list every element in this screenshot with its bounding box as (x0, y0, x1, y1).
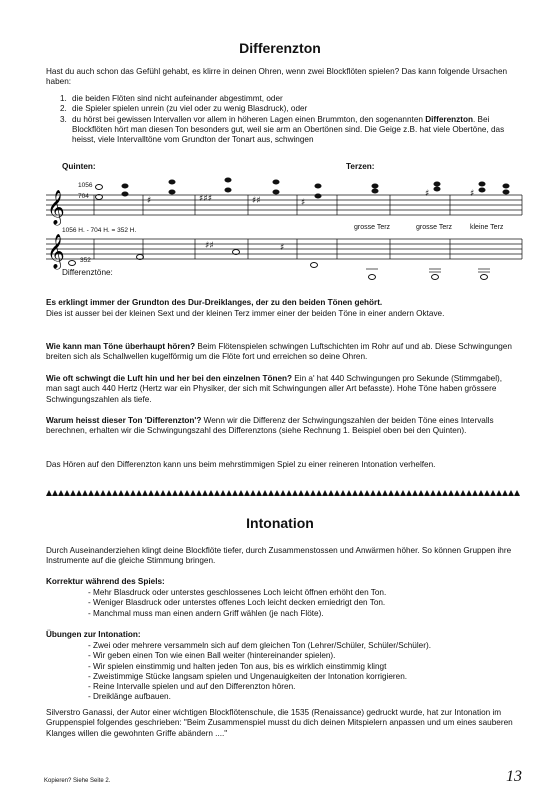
hz-1056-label: 1056 (78, 182, 93, 189)
list-item: - Mehr Blasdruck oder unterstes geschlossenes Loch leicht öffnen erhöht den Ton. (88, 588, 387, 597)
treble-clef-icon: 𝄞 (47, 190, 65, 225)
list-item: - Weniger Blasdruck oder unterstes offenes Loch leicht decken erniedrigt den Ton. (88, 598, 386, 608)
qa-paragraph: Warum heisst dieser Ton 'Differenzton'? Wenn wir die Differenz der Schwingungszahlen der beiden Töne eines Intervalls berechnen, erhalten wir die Schwingungszahl des Differenztons (siehe Rechnung 1. Beispiel oben bei den Quinten). (46, 416, 494, 436)
intonation-intro: Durch Auseinanderziehen klingt deine Blockflöte tiefer, durch Zusammenstossen und Anwärmen höher. So können Gruppen ihre Instrumente auf die gleiche Stimmung bringen. (46, 546, 512, 566)
list-item: - Wir geben einen Ton wie einen Ball weiter (hintereinander spielen). (88, 651, 336, 661)
hz-352-label: 352 (80, 257, 91, 264)
terzen-label: Terzen: (346, 162, 375, 171)
list-item: - Zwei oder mehrere versammeln sich auf dem gleichen Ton (Lehrer/Schüler, Schüler/Schüler). (88, 641, 431, 650)
section-divider (46, 490, 520, 496)
ganassi-quote: Silverstro Ganassi, der Autor einer wichtigen Blockflötenschule, die 1535 (Renaissance) gedruckt wurde, hat zur Intonation im Gruppenspiel folgendes geschrieben: "Beim Zusammenspiel musst du dich deinen Mitspielern anpassen und um eines sauberen Klanges willen die gewohnten Griffe abändern ...." (46, 708, 513, 738)
quinten-label: Quinten: (62, 162, 96, 171)
list-item: 2. die Spieler spielen unrein (zu viel oder zu wenig Blasdruck), oder (60, 104, 308, 114)
svg-text:♯♯: ♯♯ (252, 196, 261, 206)
korrektur-heading: Korrektur während des Spiels: (46, 577, 165, 586)
rule-statement: Es erklingt immer der Grundton des Dur-Dreiklanges, der zu den beiden Tönen gehört. (46, 298, 383, 307)
svg-text:♯♯♯: ♯♯♯ (199, 194, 213, 204)
terz-label: grosse Terz (416, 224, 453, 231)
terz-label: kleine Terz (470, 224, 504, 231)
svg-text:♯: ♯ (301, 198, 306, 208)
korrektur-list (88, 588, 386, 619)
list-item: 1. die beiden Flöten sind nicht aufeinander abgestimmt, oder (60, 94, 283, 103)
hz-704-label: 704 (78, 193, 89, 200)
qa-paragraph: Wie oft schwingt die Luft hin und her bei den einzelnen Tönen? Ein a' hat 440 Schwingungen pro Sekunde (Stimmgabel), man sagt auch 440 Hertz (Hertz war ein Physiker, der sich mit Schwingungen aller Art befasste). Hohe Töne haben grössere Schwingungszahlen als tiefe. (46, 374, 503, 404)
svg-text:♯: ♯ (147, 196, 152, 206)
terz-label: grosse Terz (354, 224, 391, 231)
svg-text:♯: ♯ (470, 189, 475, 199)
list-item: - Manchmal muss man einen andern Griff wählen (je nach Flöte). (88, 608, 324, 618)
intro-paragraph: Hast du auch schon das Gefühl gehabt, es klirre in deinen Ohren, wenn zwei Blockflöten spielen? Das kann folgende Ursachen haben: (46, 67, 508, 87)
frequency-calculation: 1056 H. - 704 H. = 352 H. (62, 227, 137, 234)
svg-text:♯: ♯ (425, 189, 430, 199)
list-item: - Zweistimmige Stücke langsam spielen und Ungenauigkeiten der Intonation korrigieren. (88, 671, 408, 681)
page-title: Differenzton (239, 40, 321, 56)
list-item: - Wir spielen einstimmig und halten jeden Ton aus, bis es wirklich einstimmig klingt (88, 661, 387, 671)
svg-text:♯: ♯ (280, 243, 285, 253)
treble-clef-icon: 𝄞 (47, 234, 65, 269)
list-item: - Dreiklänge aufbauen. (88, 692, 171, 702)
rule-note: Dies ist ausser bei der kleinen Sext und der kleinen Terz immer einer der beiden Töne in einer andern Oktave. (46, 309, 445, 318)
list-item: 3. du hörst bei gewissen Intervallen vor allem in höheren Lagen einen Brummton, den sogenannten Differenzton. Bei Blockflöten hört man diesen Ton besonders gut, weil sie arm an Obertönen sind. Die Geige z.B. hat viele Obertöne, das heisst, viele Intervalltöne vom Grundton der Tonart aus, schwingen (60, 114, 505, 145)
copy-note: Kopieren? Siehe Seite 2. (44, 778, 111, 784)
svg-text:♯♯: ♯♯ (205, 241, 214, 251)
section-title: Intonation (246, 515, 314, 531)
uebungen-heading: Übungen zur Intonation: (46, 630, 141, 639)
page-number: 13 (506, 768, 522, 785)
list-item: - Reine Intervalle spielen und auf den Differenzton hören. (88, 682, 296, 692)
differenztoene-label: Differenztöne: (62, 268, 113, 277)
closing-paragraph: Das Hören auf den Differenzton kann uns beim mehrstimmigen Spiel zu einer reineren Intonation verhelfen. (46, 460, 436, 469)
qa-paragraph: Wie kann man Töne überhaupt hören? Beim Flötenspielen schwingen Luftschichten im Rohr auf und ab. Diese Schwingungen breiten sich als Schallwellen kugelförmig um die Flöte fort und erreichen so deine Ohren. (46, 342, 512, 362)
uebungen-list (88, 641, 431, 703)
